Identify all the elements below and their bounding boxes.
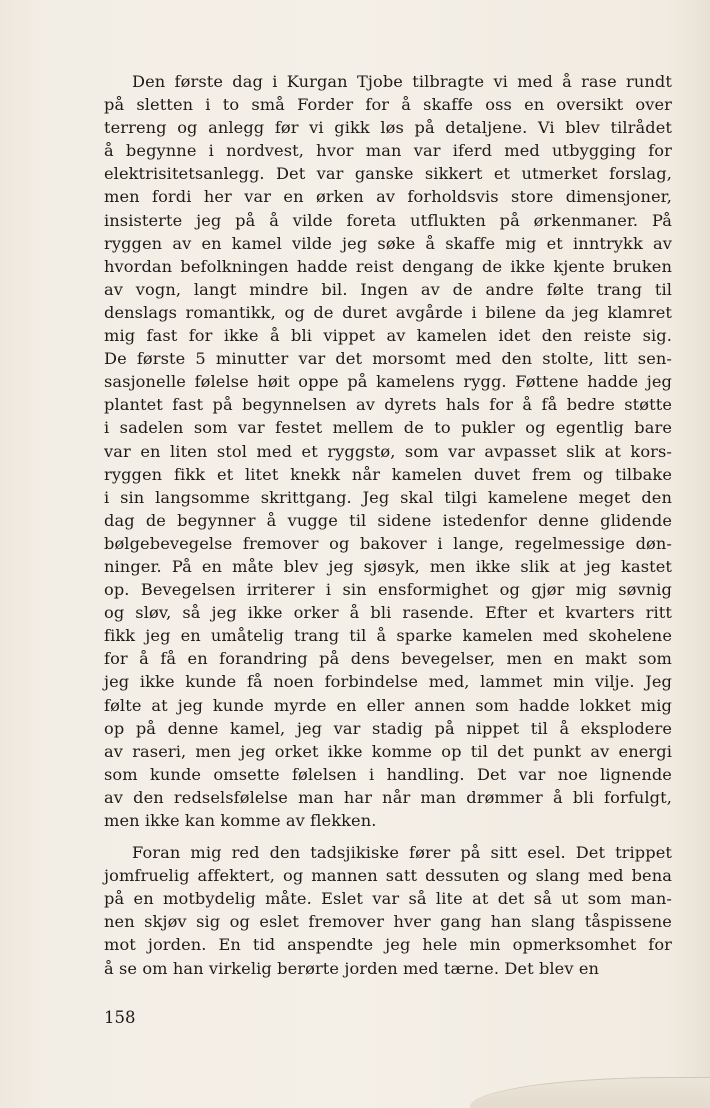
text-line: jeg ikke kunde få noen forbindelse med, lammet min vilje. Jeg: [104, 672, 672, 692]
text-line: av vogn, langt mindre bil. Ingen av de andre følte trang til: [104, 279, 672, 299]
text-line: elektrisitetsanlegg. Det var ganske sikkert et utmerket forslag,: [104, 164, 672, 184]
text-line: mot jorden. En tid anspendte jeg hele min opmerksomhet for: [104, 935, 672, 955]
text-line: nen skjøv sig og eslet fremover hver gang han slang tåspissene: [104, 912, 672, 932]
text-line: følte at jeg kunde myrde en eller annen som hadde lokket mig: [104, 695, 672, 715]
page-curl-shadow: [470, 1077, 710, 1108]
text-line: op. Bevegelsen irriterer i sin ensformighet og gjør mig søvnig: [104, 580, 672, 600]
text-line: plantet fast på begynnelsen av dyrets hals for å få bedre støtte: [104, 395, 672, 415]
text-line: å begynne i nordvest, hvor man var iferd med utbygging for: [104, 141, 672, 161]
text-line: som kunde omsette følelsen i handling. Det var noe lignende: [104, 764, 672, 784]
text-line: dag de begynner å vugge til sidene istedenfor denne glidende: [104, 510, 672, 530]
text-line: men ikke kan komme av flekken.: [104, 811, 377, 830]
text-line: insisterte jeg på å vilde foreta utflukten på ørkenmaner. På: [104, 210, 672, 230]
text-line: jomfruelig affektert, og mannen satt dessuten og slang med bena: [104, 866, 672, 886]
text-line: Foran mig red den tadsjikiske fører på sitt esel. Det trippet: [132, 843, 672, 863]
text-line: denslags romantikk, og de duret avgårde i bilene da jeg klamret: [104, 302, 672, 322]
text-line: mig fast for ikke å bli vippet av kamelen idet den reiste sig.: [104, 326, 672, 346]
text-line: å se om han virkelig berørte jorden med tærne. Det blev en: [104, 958, 600, 978]
text-line: på en motbydelig måte. Eslet var så lite at det så ut som man-: [104, 889, 672, 909]
text-line: hvordan befolkningen hadde reist dengang de ikke kjente bruken: [104, 256, 672, 276]
text-line: ryggen av en kamel vilde jeg søke å skaffe mig et inntrykk av: [104, 233, 672, 253]
text-line: De første 5 minutter var det morsomt med den stolte, litt sen-: [104, 349, 672, 369]
text-line: i sadelen som var festet mellem de to pukler og egentlig bare: [104, 418, 672, 438]
text-line: sasjonelle følelse høit oppe på kamelens rygg. Føttene hadde jeg: [104, 372, 672, 392]
text-line: op på denne kamel, jeg var stadig på nippet til å eksplodere: [104, 718, 672, 738]
text-line: i sin langsomme skrittgang. Jeg skal tilgi kamelene meget den: [104, 487, 672, 507]
text-line: men fordi her var en ørken av forholdsvis store dimensjoner,: [104, 187, 672, 207]
text-line: ryggen fikk et litet knekk når kamelen duvet frem og tilbake: [104, 464, 672, 484]
paragraph: [104, 70, 672, 832]
text-line: terreng og anlegg før vi gikk løs på detaljene. Vi blev tilrådet: [104, 118, 672, 138]
text-line: ninger. På en måte blev jeg sjøsyk, men ikke slik at jeg kastet: [104, 556, 672, 576]
paragraph: [104, 841, 672, 980]
page-number: 158: [104, 1008, 136, 1027]
text-line: på sletten i to små Forder for å skaffe oss en oversikt over: [104, 95, 672, 115]
text-line: og sløv, så jeg ikke orker å bli rasende. Efter et kvarters ritt: [104, 603, 672, 623]
text-line: av raseri, men jeg orket ikke komme op til det punkt av energi: [104, 741, 672, 761]
text-line: bølgebevegelse fremover og bakover i lange, regelmessige døn-: [104, 533, 672, 553]
text-line: av den redselsfølelse man har når man drømmer å bli forfulgt,: [104, 787, 672, 807]
text-line: for å få en forandring på dens bevegelser, men en makt som: [104, 649, 672, 669]
text-line: var en liten stol med et ryggstø, som var avpasset slik at kors-: [104, 441, 672, 461]
text-line: fikk jeg en umåtelig trang til å sparke kamelen med skohelene: [104, 626, 672, 646]
body-text: [104, 70, 672, 980]
text-line: Den første dag i Kurgan Tjobe tilbragte vi med å rase rundt: [132, 72, 672, 91]
paragraph-gap: [104, 832, 672, 841]
